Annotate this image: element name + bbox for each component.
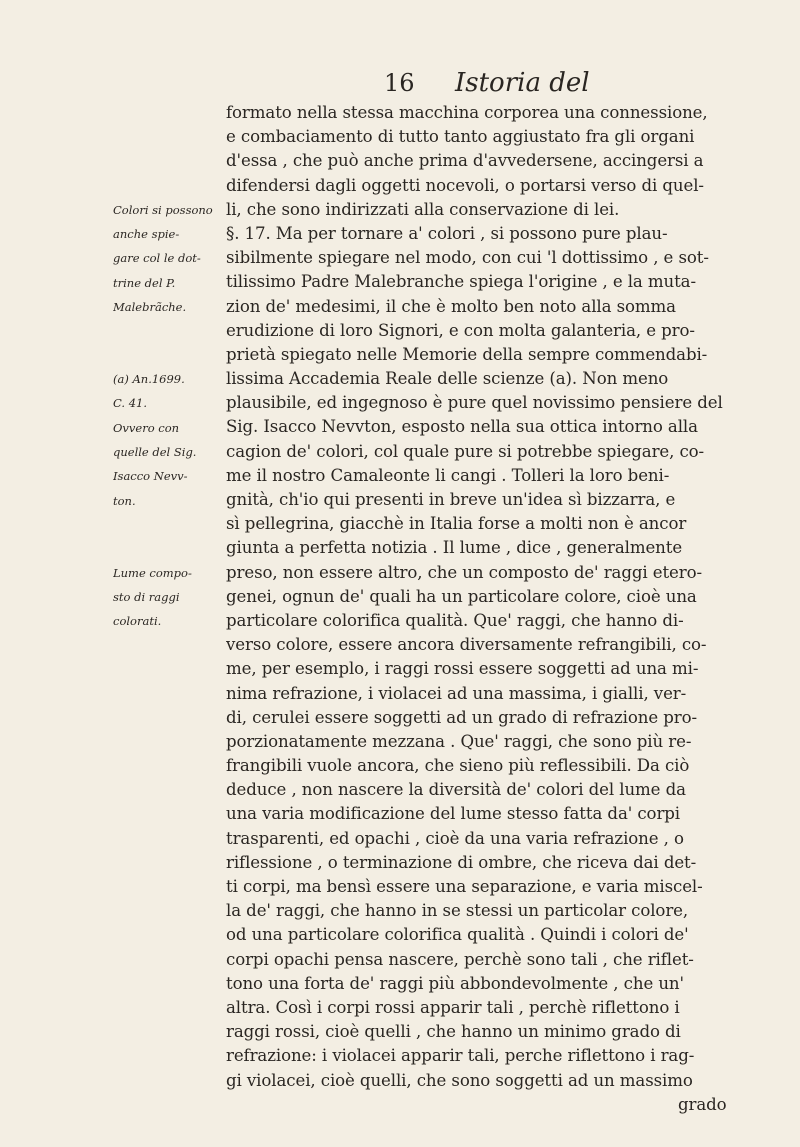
text-line: gi violacei, cioè quelli, che sono soggetti ad un massimo <box>226 1070 693 1090</box>
margin-note-newton <box>113 416 225 513</box>
text-line: zion de' medesimi, il che è molto ben noto alla somma <box>226 296 676 316</box>
text-line: di, cerulei essere soggetti ad un grado di refrazione pro- <box>226 707 697 727</box>
text-line: giunta a perfetta notizia . Il lume , dice , generalmente <box>226 538 683 558</box>
margin-note-line: C. 41. <box>113 396 147 411</box>
margin-note-colori <box>113 198 225 319</box>
margin-note-line: ton. <box>113 493 136 508</box>
text-line: trasparenti, ed opachi , cioè da una varia refrazione , o <box>226 828 684 848</box>
text-line: genei, ognun de' quali ha un particolare colore, cioè una <box>226 586 697 606</box>
text-line: lissima Accademia Reale delle scienze (a). Non meno <box>226 369 669 389</box>
text-line: sì pellegrina, giacchè in Italia forse a molti non è ancor <box>226 514 687 534</box>
text-line: verso colore, essere ancora diversamente refrangibili, co- <box>226 635 707 655</box>
text-line: raggi rossi, cioè quelli , che hanno un minimo grado di <box>226 1022 681 1042</box>
text-line: gnità, ch'io qui presenti in breve un'idea sì bizzarra, e <box>226 490 676 509</box>
text-line: una varia modificazione del lume stesso fatta da' corpi <box>226 804 681 824</box>
body-text <box>226 101 754 1117</box>
margin-note-line: quelle del Sig. <box>113 445 197 460</box>
margin-note-line: Malebrãche. <box>113 299 187 314</box>
text-line: plausibile, ed ingegnoso è pure quel novissimo pensiere del <box>226 393 723 413</box>
margin-note-line: trine del P. <box>113 275 176 290</box>
text-line: li, che sono indirizzati alla conservazione di lei. <box>226 199 620 219</box>
page-number: 16 <box>384 69 415 97</box>
text-line: particolare colorifica qualità. Que' raggi, che hanno di- <box>226 610 684 630</box>
text-line: preso, non essere altro, che un composto de' raggi etero- <box>226 562 702 582</box>
text-line: erudizione di loro Signori, e con molta galanteria, e pro- <box>226 320 695 340</box>
text-line: frangibili vuole ancora, che sieno più reflessibili. Da ciò <box>226 756 690 776</box>
text-line: corpi opachi pensa nascere, perchè sono tali , che riflet- <box>226 949 694 969</box>
margin-note-line: Lume compo- <box>113 566 192 580</box>
text-line: difendersi dagli oggetti nocevoli, o portarsi verso di quel- <box>226 175 704 195</box>
margin-note-line: Isacco Nevv- <box>113 469 188 484</box>
text-line: sibilmente spiegare nel modo, con cui 'l dottissimo , e sot- <box>226 248 709 268</box>
text-line: me, per esemplo, i raggi rossi essere soggetti ad una mi- <box>226 659 699 679</box>
text-line: deduce , non nascere la diversità de' colori del lume da <box>226 780 686 800</box>
margin-note-line: Colori si possono <box>113 203 213 217</box>
text-line: d'essa , che può anche prima d'avvedersene, accingersi a <box>226 151 704 171</box>
margin-note-line: colorati. <box>113 614 162 629</box>
text-line: altra. Così i corpi rossi apparir tali , perchè riflettono i <box>226 997 680 1017</box>
text-line: cagion de' colori, col quale pure si potrebbe spiegare, co- <box>226 441 705 461</box>
margin-note-line: sto di raggi <box>113 590 180 605</box>
text-line: Sig. Isacco Nevvton, esposto nella sua ottica intorno alla <box>226 417 698 437</box>
text-line: la de' raggi, che hanno in se stessi un particolar colore, <box>226 901 689 921</box>
margin-note-line: gare col le dot- <box>113 251 201 266</box>
text-line: od una particolare colorifica qualità . Quindi i colori de' <box>226 925 689 945</box>
text-line: riflessione , o terminazione di ombre, che riceva dai det- <box>226 852 697 872</box>
text-line: prietà spiegato nelle Memorie della sempre commendabi- <box>226 344 708 364</box>
text-line: grado <box>678 1094 727 1114</box>
margin-note-citation <box>113 367 225 415</box>
text-line: §. 17. Ma per tornare a' colori , si possono pure plau- <box>226 223 668 243</box>
margin-note-lume <box>113 561 225 634</box>
margin-note-line: Ovvero con <box>113 421 180 435</box>
text-line: formato nella stessa macchina corporea una connessione, <box>226 103 708 122</box>
text-line: refrazione: i violacei apparir tali, perche riflettono i rag- <box>226 1046 695 1066</box>
text-line: tono una forta de' raggi più abbondevolmente , che un' <box>226 973 684 993</box>
text-line: nima refrazione, i violacei ad una massima, i gialli, ver- <box>226 683 687 703</box>
text-line: me il nostro Camaleonte li cangi . Tolleri la loro beni- <box>226 465 670 485</box>
page-header <box>0 66 800 100</box>
margin-note-line: anche spie- <box>113 227 180 242</box>
text-line: porzionatamente mezzana . Que' raggi, che sono più re- <box>226 731 692 751</box>
text-line: ti corpi, ma bensì essere una separazione, e varia miscel- <box>226 877 703 896</box>
margin-note-line: (a) An.1699. <box>113 372 185 386</box>
text-line: tilissimo Padre Malebranche spiega l'origine , e la muta- <box>226 272 696 292</box>
text-line: e combaciamento di tutto tanto aggiustato fra gli organi <box>226 127 695 147</box>
running-head: Istoria del <box>455 68 590 98</box>
